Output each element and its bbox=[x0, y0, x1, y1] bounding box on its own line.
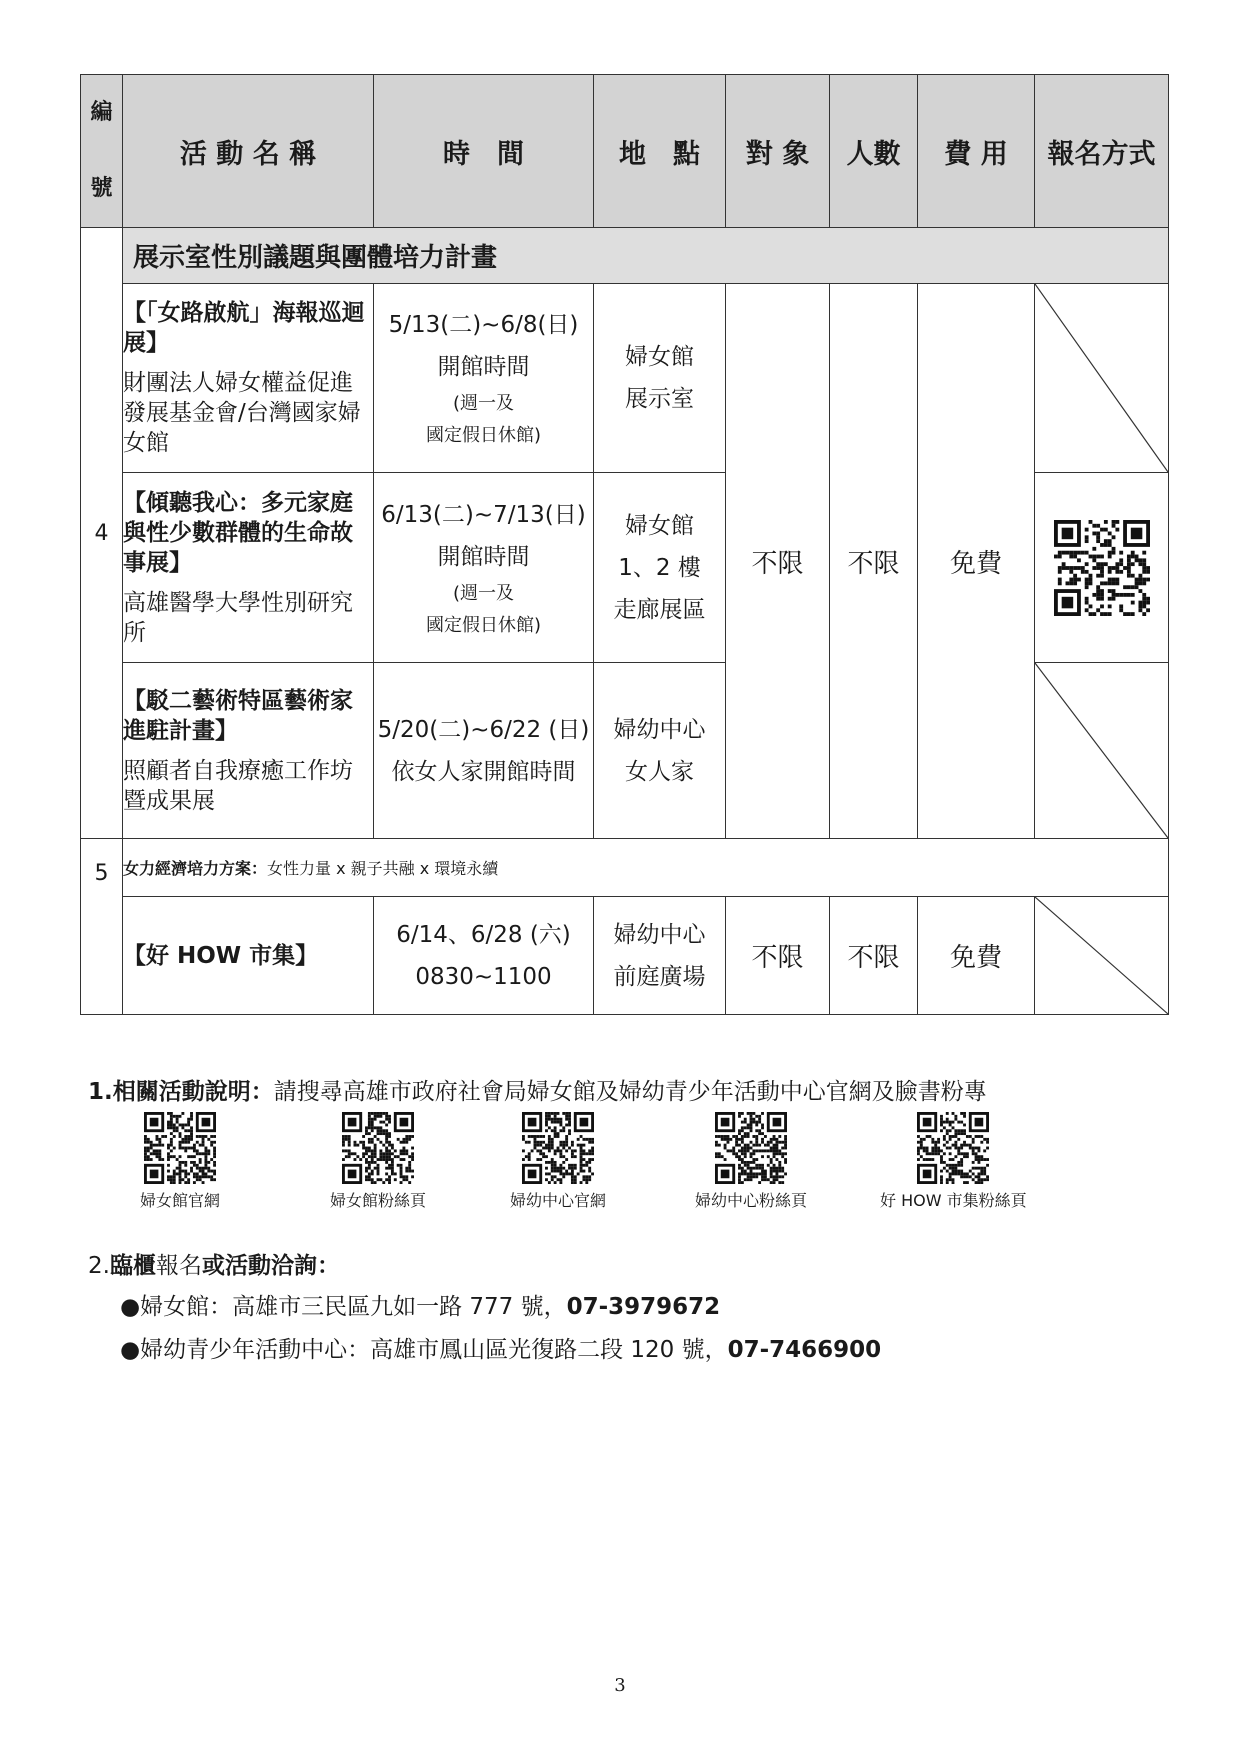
activity-title: 【「女路啟航」海報巡迴展】 bbox=[123, 300, 365, 356]
time-cell bbox=[374, 897, 594, 1015]
place-line: 女人家 bbox=[625, 758, 694, 785]
section-header-row bbox=[81, 839, 1169, 897]
place-cell bbox=[594, 284, 726, 473]
qr-label: 婦幼中心官網 bbox=[510, 1191, 607, 1210]
note-counter-registration: 2.臨櫃報名或活動洽詢： bbox=[88, 1253, 340, 1279]
phone-number: 07-7466900 bbox=[727, 1337, 882, 1363]
diagonal-line bbox=[1035, 663, 1168, 838]
header-people: 人數 bbox=[830, 75, 918, 228]
time-opening: 開館時間 bbox=[437, 543, 530, 570]
target-cell: 不限 bbox=[726, 897, 830, 1015]
qr-code-row bbox=[140, 1112, 1090, 1212]
qr-label: 婦女館官網 bbox=[140, 1191, 221, 1210]
header-activity-name: 活 動 名 稱 bbox=[123, 75, 374, 228]
time-opening: 依女人家開館時間 bbox=[391, 758, 576, 785]
place-cell bbox=[594, 897, 726, 1015]
activity-title: 【傾聽我心：多元家庭與性少數群體的生命故事展】 bbox=[123, 489, 353, 576]
section-number: 4 bbox=[81, 228, 123, 839]
time-range: 6/14、6/28 (六) bbox=[396, 921, 571, 948]
qr-item[interactable] bbox=[695, 1112, 807, 1211]
register-empty-cell bbox=[1035, 897, 1169, 1015]
register-empty-cell bbox=[1035, 663, 1169, 839]
qr-code-icon[interactable] bbox=[342, 1112, 414, 1184]
activity-cell bbox=[123, 897, 374, 1015]
time-note: 國定假日休館) bbox=[425, 425, 542, 446]
table-header-row bbox=[81, 75, 1169, 228]
diagonal-line bbox=[1035, 284, 1168, 472]
qr-label: 婦幼中心粉絲頁 bbox=[695, 1191, 808, 1210]
place-cell bbox=[594, 473, 726, 663]
table-row bbox=[81, 284, 1169, 473]
place-line: 婦女館 bbox=[625, 512, 694, 539]
qr-item[interactable] bbox=[330, 1112, 426, 1211]
place-line: 婦女館 bbox=[625, 344, 694, 370]
activity-organizer: 財團法人婦女權益促進發展基金會/台灣國家婦女館 bbox=[123, 370, 361, 456]
time-range: 6/13(二)~7/13(日) bbox=[381, 501, 586, 528]
place-line: 走廊展區 bbox=[613, 596, 706, 623]
qr-code-icon[interactable] bbox=[144, 1112, 216, 1184]
section-number: 5 bbox=[81, 839, 123, 1015]
place-line: 婦幼中心 bbox=[613, 921, 706, 948]
fee-cell: 免費 bbox=[918, 897, 1035, 1015]
address-women-center: ●婦女館：高雄市三民區九如一路 777 號，07-3979672 bbox=[120, 1294, 721, 1320]
time-opening: 開館時間 bbox=[437, 354, 530, 380]
people-cell: 不限 bbox=[830, 284, 918, 839]
section-header-row bbox=[81, 228, 1169, 284]
place-line: 婦幼中心 bbox=[613, 716, 706, 743]
qr-item[interactable] bbox=[880, 1112, 1027, 1211]
qr-item[interactable] bbox=[510, 1112, 606, 1211]
place-cell bbox=[594, 663, 726, 839]
activity-schedule-table bbox=[80, 74, 1169, 1015]
note-related-info: 1.相關活動說明：請搜尋高雄市政府社會局婦女館及婦幼青少年活動中心官網及臉書粉專 bbox=[88, 1079, 987, 1105]
register-empty-cell bbox=[1035, 284, 1169, 473]
activity-title: 【駁二藝術特區藝術家進駐計畫】 bbox=[123, 687, 353, 744]
qr-item[interactable] bbox=[140, 1112, 220, 1211]
qr-code-icon[interactable] bbox=[1054, 520, 1150, 616]
activity-organizer: 高雄醫學大學性別研究所 bbox=[123, 589, 353, 646]
place-line: 前庭廣場 bbox=[613, 963, 706, 990]
people-cell: 不限 bbox=[830, 897, 918, 1015]
section-title: 女力經濟培力方案：女性力量 x 親子共融 x 環境永續 bbox=[123, 839, 1169, 897]
qr-label: 婦女館粉絲頁 bbox=[330, 1191, 427, 1210]
header-register: 報名方式 bbox=[1035, 75, 1169, 228]
time-cell bbox=[374, 663, 594, 839]
diagonal-line bbox=[1035, 897, 1168, 1014]
qr-label: 好 HOW 市集粉絲頁 bbox=[880, 1191, 1027, 1210]
header-target: 對 象 bbox=[726, 75, 830, 228]
header-time: 時 間 bbox=[374, 75, 594, 228]
header-fee: 費 用 bbox=[918, 75, 1035, 228]
qr-code-icon[interactable] bbox=[715, 1112, 787, 1184]
section-title: 展示室性別議題與團體培力計畫 bbox=[123, 228, 1169, 284]
table-row bbox=[81, 897, 1169, 1015]
header-number: 編 號 bbox=[81, 75, 123, 228]
qr-code-icon[interactable] bbox=[522, 1112, 594, 1184]
activity-cell bbox=[123, 473, 374, 663]
header-place: 地 點 bbox=[594, 75, 726, 228]
time-hours: 0830~1100 bbox=[415, 963, 552, 990]
time-note: 國定假日休館) bbox=[425, 614, 542, 636]
phone-number: 07-3979672 bbox=[566, 1294, 721, 1320]
place-line: 1、2 樓 bbox=[618, 554, 701, 581]
time-cell bbox=[374, 473, 594, 663]
time-range: 5/20(二)~6/22 (日) bbox=[377, 716, 590, 743]
activity-organizer: 照顧者自我療癒工作坊暨成果展 bbox=[123, 757, 353, 814]
address-youth-center: ●婦幼青少年活動中心：高雄市鳳山區光復路二段 120 號，07-7466900 bbox=[120, 1337, 882, 1363]
register-qr-cell[interactable] bbox=[1035, 473, 1169, 663]
activity-cell bbox=[123, 663, 374, 839]
page-number: 3 bbox=[614, 1675, 626, 1696]
time-range: 5/13(二)~6/8(日) bbox=[388, 312, 579, 338]
activity-title: 【好 HOW 市集】 bbox=[123, 942, 319, 969]
activity-cell bbox=[123, 284, 374, 473]
qr-code-icon[interactable] bbox=[917, 1112, 989, 1184]
place-line: 展示室 bbox=[625, 386, 694, 412]
time-note: (週一及 bbox=[452, 582, 515, 604]
target-cell: 不限 bbox=[726, 284, 830, 839]
time-cell bbox=[374, 284, 594, 473]
time-note: (週一及 bbox=[452, 393, 515, 414]
fee-cell: 免費 bbox=[918, 284, 1035, 839]
